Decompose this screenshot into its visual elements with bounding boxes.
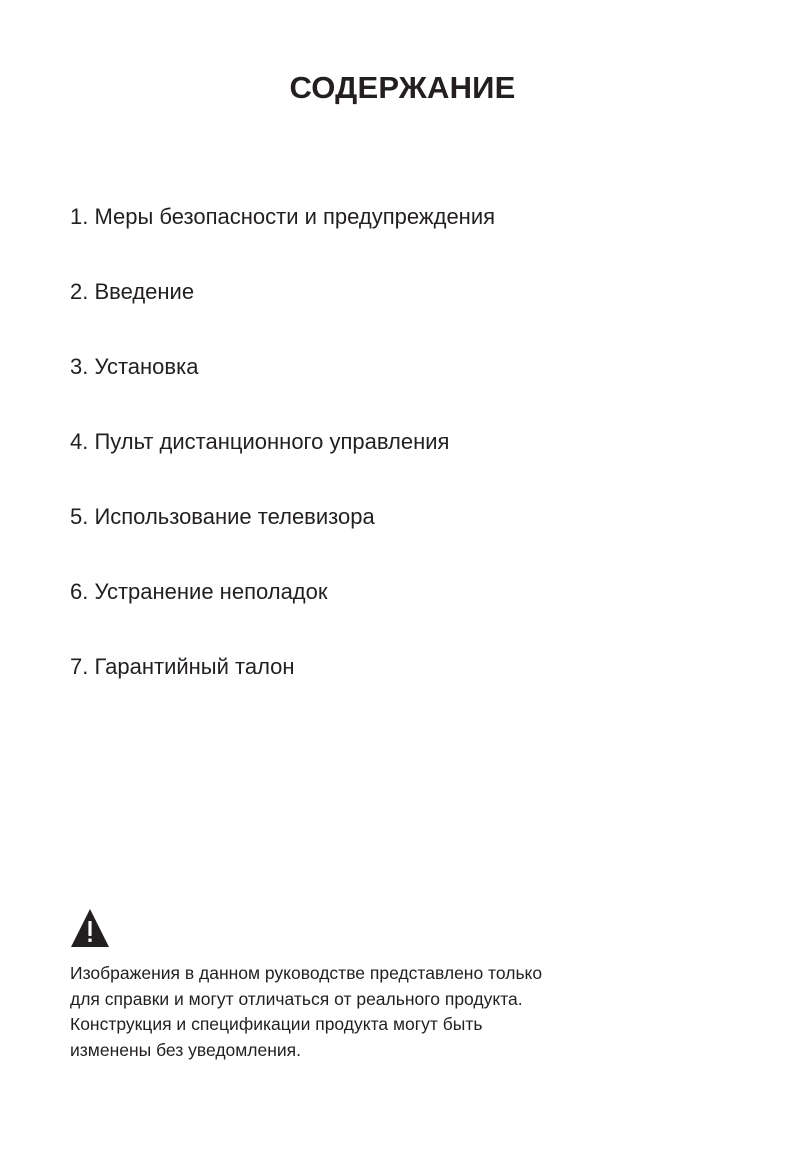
- page-title: СОДЕРЖАНИЕ: [289, 70, 516, 105]
- disclaimer-line: для справки и могут отличаться от реального продукта.: [70, 988, 523, 1009]
- toc-item-remote-control: 4. Пульт дистанционного управления: [70, 429, 450, 454]
- table-of-contents: [70, 200, 495, 725]
- disclaimer-line: Конструкция и спецификации продукта могут быть: [70, 1014, 483, 1034]
- toc-item-troubleshooting: 6. Устранение неполадок: [70, 579, 328, 604]
- disclaimer-text: [70, 961, 690, 1063]
- warning-triangle-icon: [70, 908, 110, 948]
- toc-item-introduction: 2. Введение: [70, 279, 195, 304]
- toc-item-using-tv: 5. Использование телевизора: [70, 504, 375, 529]
- disclaimer-line: изменены без уведомления.: [70, 1039, 302, 1060]
- toc-item-installation: 3. Установка: [70, 354, 199, 379]
- toc-item-safety: 1. Меры безопасности и предупреждения: [70, 204, 496, 229]
- disclaimer-line: Изображения в данном руководстве представлено только: [70, 963, 543, 983]
- toc-item-warranty: 7. Гарантийный талон: [70, 654, 295, 679]
